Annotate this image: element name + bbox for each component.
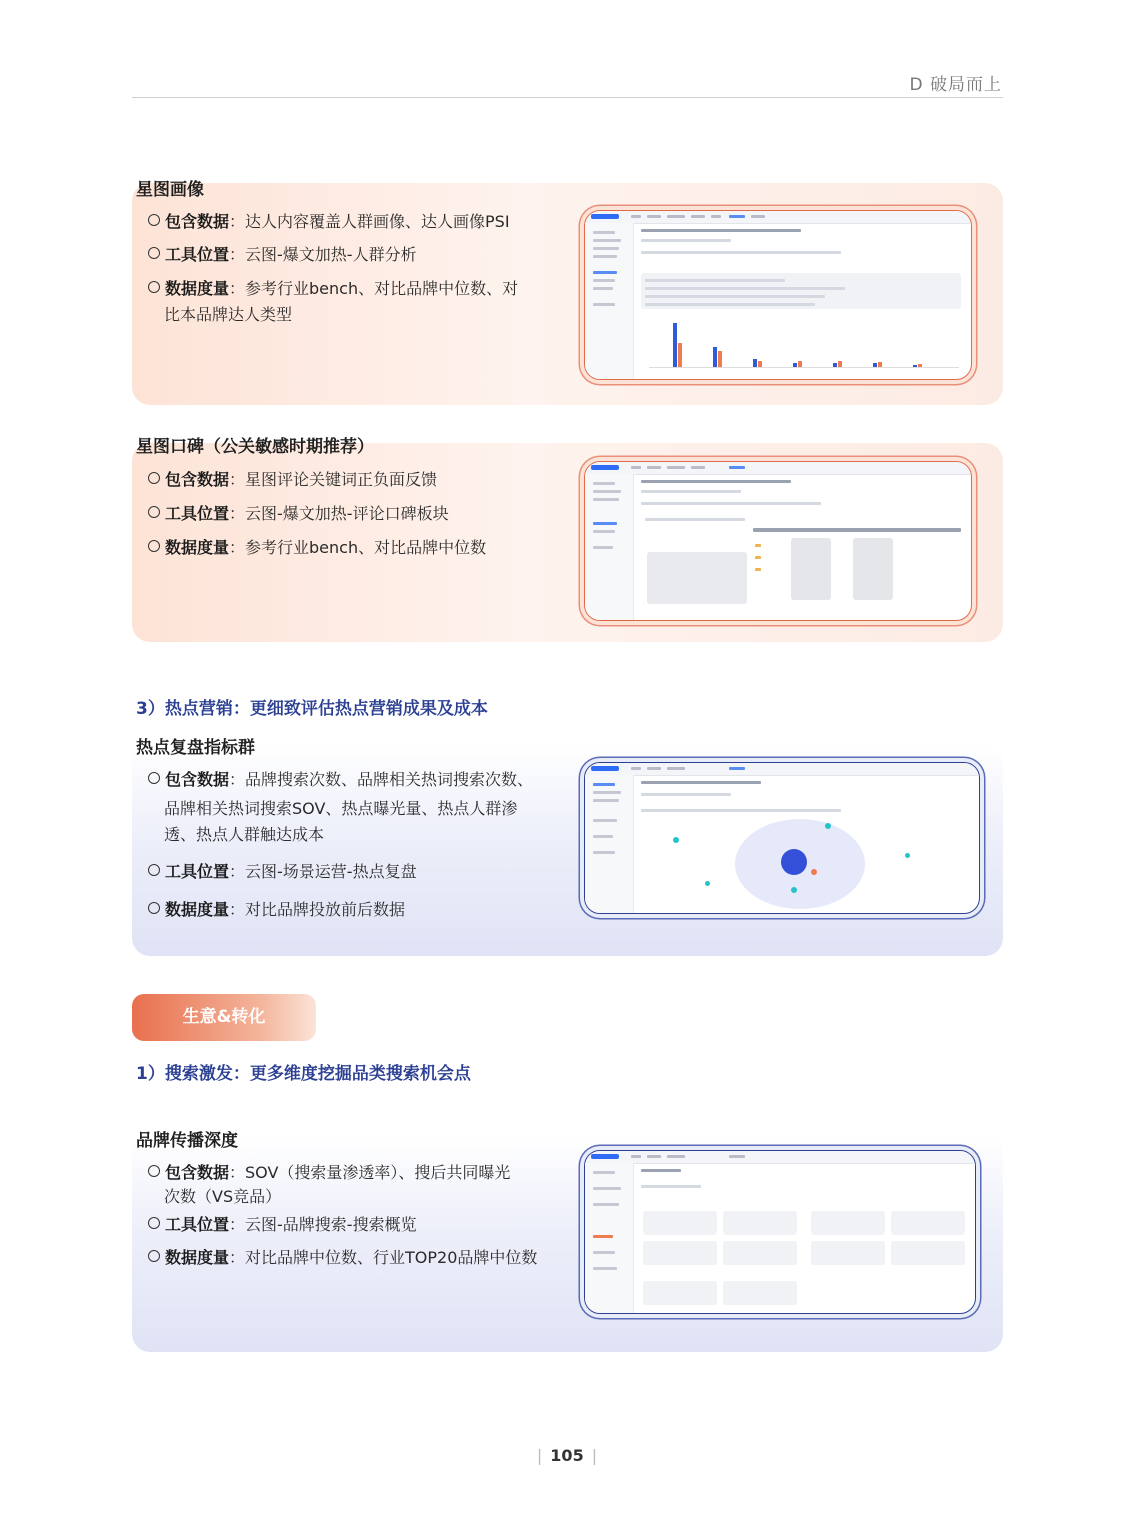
section-title-hotspot: 热点复盘指标群 [136, 738, 255, 758]
bullet-circle-icon [148, 772, 160, 784]
bullet-data: 包含数据：品牌搜索次数、品牌相关热词搜索次数、 [148, 767, 558, 793]
bullet-data-cont: 品牌相关热词搜索SOV、热点曝光量、热点人群渗 [164, 799, 518, 818]
subsection-heading-search: 1）搜索激发：更多维度挖掘品类搜索机会点 [136, 1064, 471, 1084]
chapter-title: D 破局而上 [909, 75, 1002, 95]
section-title-brand-depth: 品牌传播深度 [136, 1131, 238, 1151]
category-tag: 生意&转化 [182, 1007, 266, 1027]
bullet-location: 工具位置：云图-场景运营-热点复盘 [148, 859, 558, 885]
bullet-measure: 数据度量：对比品牌中位数、行业TOP20品牌中位数 [148, 1245, 558, 1271]
screenshot-search-overview [584, 1150, 976, 1314]
bullet-circle-icon [148, 1217, 160, 1229]
bullet-data: 包含数据：星图评论关键词正负面反馈 [148, 467, 558, 493]
bullet-circle-icon [148, 214, 160, 226]
bullet-measure: 数据度量：参考行业bench、对比品牌中位数 [148, 535, 558, 561]
bullet-location: 工具位置：云图-爆文加热-人群分析 [148, 242, 558, 268]
header-divider [132, 97, 1003, 98]
screenshot-comment-reputation [584, 461, 972, 621]
bullet-measure: 数据度量：参考行业bench、对比品牌中位数、对 [148, 276, 558, 302]
bullet-data: 包含数据：SOV（搜索量渗透率）、搜后共同曝光 [148, 1160, 558, 1186]
section-title-reputation: 星图口碑（公关敏感时期推荐） [136, 437, 374, 457]
page-number: | 105 | [536, 1446, 598, 1465]
bullet-circle-icon [148, 247, 160, 259]
section-title-portrait: 星图画像 [136, 180, 204, 200]
bullet-location: 工具位置：云图-爆文加热-评论口碑板块 [148, 501, 558, 527]
bullet-data-cont2: 透、热点人群触达成本 [164, 825, 325, 844]
bullet-data: 包含数据：达人内容覆盖人群画像、达人画像PSI [148, 209, 558, 235]
bullet-circle-icon [148, 540, 160, 552]
bullet-measure-cont: 比本品牌达人类型 [164, 305, 293, 324]
bullet-location: 工具位置：云图-品牌搜索-搜索概览 [148, 1212, 558, 1238]
bullet-circle-icon [148, 281, 160, 293]
bullet-circle-icon [148, 1165, 160, 1177]
screenshot-crowd-analysis [584, 210, 972, 380]
bullet-circle-icon [148, 902, 160, 914]
bullet-measure: 数据度量：对比品牌投放前后数据 [148, 897, 558, 923]
bullet-circle-icon [148, 1250, 160, 1262]
subsection-heading-hotspot: 3）热点营销：更细致评估热点营销成果及成本 [136, 699, 488, 719]
bullet-circle-icon [148, 472, 160, 484]
bullet-circle-icon [148, 864, 160, 876]
bullet-data-cont: 次数（VS竞品） [164, 1187, 282, 1206]
screenshot-hotspot-review [584, 762, 980, 914]
bullet-circle-icon [148, 506, 160, 518]
